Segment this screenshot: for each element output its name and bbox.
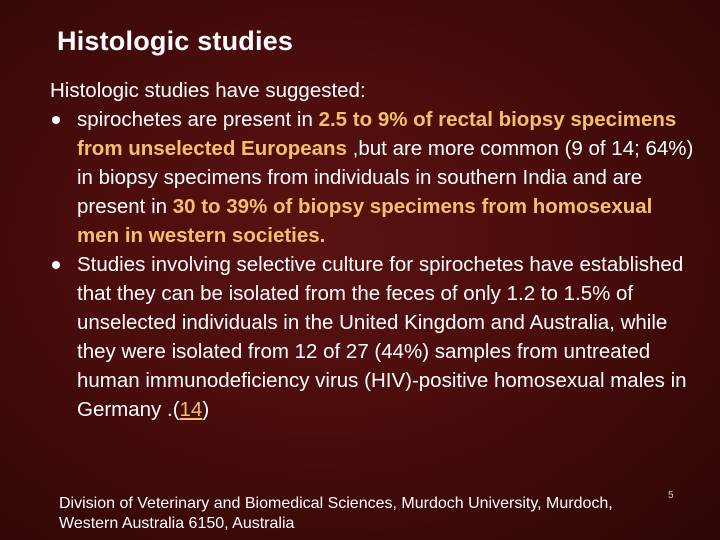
bullet-1-text-b: ,but are more common (9 of 14; 64%) in biopsy specimens from individuals in southern India and are present in <box>77 137 694 218</box>
bullet-1-highlight-b: 30 to 39% of biopsy specimens from homosexual men in western societies. <box>77 195 653 247</box>
bullet-item-1 <box>50 105 700 250</box>
footer <box>59 494 699 534</box>
intro-text: Histologic studies have suggested: <box>50 79 366 102</box>
footer-line-1: Division of Veterinary and Biomedical Sciences, Murdoch University, Murdoch, <box>59 495 613 512</box>
footer-line-2: Western Australia 6150, Australia <box>59 515 295 532</box>
slide-title: Histologic studies <box>57 26 294 56</box>
bullet-item-2 <box>50 250 700 424</box>
bullet-dot-icon <box>52 116 60 124</box>
bullet-2-text: Studies involving selective culture for spirochetes have established that they can be isolated from the feces of only 1.2 to 1.5% of unselected individuals in the United Kingdom and Australia, while they were isolated from 12 of 27 (44%) samples from untreated human immunodeficiency virus (HIV)-positive homosexual males in Germany .( <box>77 253 687 421</box>
bullet-1-highlight-a: 2.5 to 9% of rectal biopsy specimens from unselected Europeans <box>77 108 677 160</box>
bullet-list <box>50 105 700 424</box>
slide-body <box>50 76 700 424</box>
bullet-2-close: ) <box>202 398 210 421</box>
page-number: 5 <box>668 490 674 501</box>
bullet-dot-icon <box>52 261 60 269</box>
bullet-1-text-a: spirochetes are present in <box>77 108 319 131</box>
reference-link[interactable]: 14 <box>179 398 203 421</box>
